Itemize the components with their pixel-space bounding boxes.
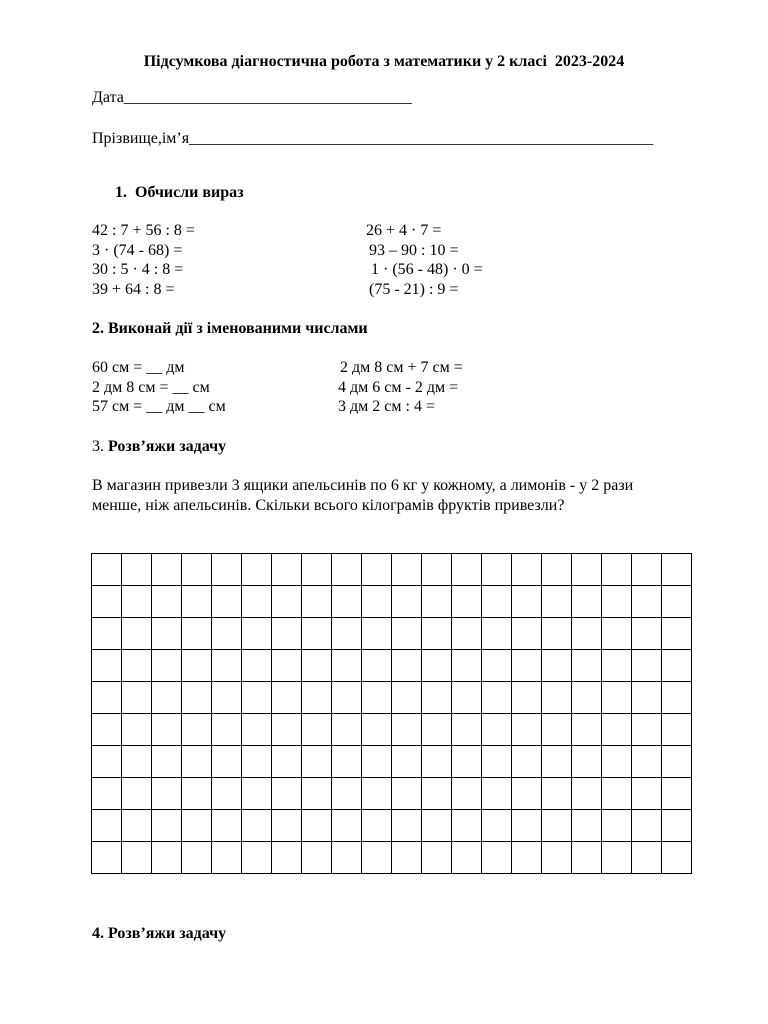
grid-cell[interactable]: [452, 554, 482, 586]
grid-cell[interactable]: [662, 650, 692, 682]
section1-heading: 1. Обчисли вираз: [115, 184, 244, 201]
grid-cell[interactable]: [632, 842, 662, 874]
grid-cell[interactable]: [332, 554, 362, 586]
grid-cell[interactable]: [542, 650, 572, 682]
grid-cell[interactable]: [392, 842, 422, 874]
grid-row: [92, 618, 692, 650]
grid-cell[interactable]: [602, 810, 632, 842]
grid-cell[interactable]: [662, 778, 692, 810]
section3-heading-row: [92, 437, 226, 457]
grid-cell[interactable]: [572, 586, 602, 618]
page-title: Підсумкова діагностична робота з математики у 2 класі 2023-2024: [143, 53, 625, 70]
grid-cell[interactable]: [332, 714, 362, 746]
grid-cell[interactable]: [452, 682, 482, 714]
grid-cell[interactable]: [512, 618, 542, 650]
grid-row: [92, 842, 692, 874]
grid-cell[interactable]: [482, 746, 512, 778]
grid-cell[interactable]: [122, 714, 152, 746]
grid-cell[interactable]: [332, 842, 362, 874]
grid-row: [92, 746, 692, 778]
s1-left-1: 42 : 7 + 56 : 8 =: [92, 222, 195, 239]
s1-left-3: 30 : 5 · 4 : 8 =: [92, 261, 184, 278]
grid-cell[interactable]: [122, 810, 152, 842]
grid-cell[interactable]: [542, 682, 572, 714]
grid-cell[interactable]: [182, 618, 212, 650]
grid-cell[interactable]: [512, 650, 542, 682]
grid-cell[interactable]: [362, 778, 392, 810]
grid-cell[interactable]: [602, 778, 632, 810]
grid-cell[interactable]: [542, 618, 572, 650]
grid-cell[interactable]: [602, 682, 632, 714]
grid-cell[interactable]: [92, 714, 122, 746]
grid-cell[interactable]: [242, 650, 272, 682]
grid-cell[interactable]: [182, 682, 212, 714]
grid-cell[interactable]: [272, 554, 302, 586]
date-blank: ____________________________________: [123, 89, 412, 106]
s2-left-2: 2 дм 8 см = __ см: [92, 379, 210, 396]
grid-cell[interactable]: [632, 586, 662, 618]
grid-cell[interactable]: [242, 714, 272, 746]
grid-cell[interactable]: [422, 810, 452, 842]
grid-cell[interactable]: [362, 842, 392, 874]
grid-cell[interactable]: [662, 746, 692, 778]
grid-cell[interactable]: [542, 778, 572, 810]
grid-cell[interactable]: [602, 618, 632, 650]
grid-cell[interactable]: [512, 586, 542, 618]
grid-cell[interactable]: [332, 618, 362, 650]
grid-cell[interactable]: [362, 554, 392, 586]
grid-row: [92, 810, 692, 842]
grid-cell[interactable]: [302, 618, 332, 650]
section3-heading: Розв’яжи задачу: [108, 438, 227, 455]
grid-cell[interactable]: [182, 746, 212, 778]
grid-cell[interactable]: [302, 586, 332, 618]
grid-row: [92, 682, 692, 714]
grid-cell[interactable]: [452, 650, 482, 682]
grid-cell[interactable]: [632, 778, 662, 810]
grid-cell[interactable]: [92, 746, 122, 778]
grid-cell[interactable]: [392, 618, 422, 650]
grid-cell[interactable]: [632, 714, 662, 746]
grid-cell[interactable]: [212, 810, 242, 842]
grid-cell[interactable]: [482, 714, 512, 746]
section2-heading: 2. Виконай дії з іменованими числами: [92, 320, 368, 337]
name-label: Прізвище,ім’я: [92, 130, 190, 147]
grid-cell[interactable]: [602, 650, 632, 682]
grid-cell[interactable]: [542, 586, 572, 618]
grid-cell[interactable]: [542, 714, 572, 746]
grid-cell[interactable]: [422, 554, 452, 586]
grid-cell[interactable]: [392, 586, 422, 618]
grid-cell[interactable]: [242, 810, 272, 842]
s1-right-4: (75 - 21) : 9 =: [369, 281, 459, 298]
date-label: Дата: [92, 89, 124, 106]
grid-cell[interactable]: [422, 778, 452, 810]
grid-row: [92, 650, 692, 682]
grid-cell[interactable]: [632, 618, 662, 650]
s1-right-1: 26 + 4 · 7 =: [366, 222, 442, 239]
grid-cell[interactable]: [272, 714, 302, 746]
grid-cell[interactable]: [512, 810, 542, 842]
grid-cell[interactable]: [632, 682, 662, 714]
grid-cell[interactable]: [512, 746, 542, 778]
grid-cell[interactable]: [572, 618, 602, 650]
grid-cell[interactable]: [392, 650, 422, 682]
s1-right-3: 1 · (56 - 48) · 0 =: [371, 261, 483, 278]
grid-cell[interactable]: [242, 618, 272, 650]
grid-cell[interactable]: [122, 842, 152, 874]
grid-cell[interactable]: [212, 746, 242, 778]
grid-cell[interactable]: [272, 746, 302, 778]
grid-cell[interactable]: [122, 778, 152, 810]
grid-cell[interactable]: [182, 650, 212, 682]
grid-cell[interactable]: [362, 714, 392, 746]
grid-cell[interactable]: [182, 778, 212, 810]
grid-cell[interactable]: [122, 650, 152, 682]
grid-cell[interactable]: [212, 682, 242, 714]
grid-cell[interactable]: [272, 586, 302, 618]
grid-cell[interactable]: [212, 618, 242, 650]
grid-cell[interactable]: [92, 618, 122, 650]
grid-cell[interactable]: [602, 842, 632, 874]
grid-cell[interactable]: [182, 714, 212, 746]
s1-left-4: 39 + 64 : 8 =: [92, 281, 175, 298]
grid-cell[interactable]: [122, 554, 152, 586]
grid-cell[interactable]: [92, 650, 122, 682]
grid-cell[interactable]: [422, 714, 452, 746]
grid-cell[interactable]: [632, 810, 662, 842]
grid-cell[interactable]: [452, 778, 482, 810]
grid-cell[interactable]: [302, 682, 332, 714]
grid-cell[interactable]: [332, 778, 362, 810]
grid-cell[interactable]: [362, 650, 392, 682]
grid-cell[interactable]: [92, 810, 122, 842]
grid-cell[interactable]: [542, 746, 572, 778]
grid-cell[interactable]: [542, 842, 572, 874]
name-row: [92, 129, 653, 149]
grid-cell[interactable]: [242, 682, 272, 714]
grid-cell[interactable]: [242, 778, 272, 810]
grid-cell[interactable]: [212, 650, 242, 682]
grid-cell[interactable]: [302, 842, 332, 874]
grid-cell[interactable]: [392, 714, 422, 746]
section3-text-2: менше, ніж апельсинів. Скільки всього кілограмів фруктів привезли?: [92, 497, 565, 514]
grid-cell[interactable]: [512, 682, 542, 714]
grid-cell[interactable]: [482, 682, 512, 714]
grid-row: [92, 778, 692, 810]
grid-cell[interactable]: [512, 554, 542, 586]
grid-cell[interactable]: [152, 554, 182, 586]
grid-cell[interactable]: [182, 554, 212, 586]
grid-cell[interactable]: [662, 618, 692, 650]
grid-cell[interactable]: [602, 554, 632, 586]
grid-cell[interactable]: [572, 746, 602, 778]
grid-cell[interactable]: [572, 778, 602, 810]
grid-cell[interactable]: [332, 586, 362, 618]
grid-cell[interactable]: [332, 650, 362, 682]
grid-cell[interactable]: [272, 778, 302, 810]
grid-cell[interactable]: [242, 842, 272, 874]
s2-left-1: 60 см = __ дм: [92, 359, 185, 376]
grid-cell[interactable]: [422, 650, 452, 682]
grid-cell[interactable]: [662, 810, 692, 842]
grid-cell[interactable]: [302, 714, 332, 746]
grid-cell[interactable]: [362, 682, 392, 714]
grid-cell[interactable]: [452, 842, 482, 874]
grid-cell[interactable]: [602, 746, 632, 778]
grid-cell[interactable]: [302, 746, 332, 778]
grid-cell[interactable]: [632, 554, 662, 586]
section3-number: 3.: [92, 438, 104, 455]
grid-cell[interactable]: [392, 554, 422, 586]
grid-cell[interactable]: [152, 842, 182, 874]
grid-cell[interactable]: [242, 554, 272, 586]
grid-cell[interactable]: [392, 778, 422, 810]
grid-cell[interactable]: [452, 586, 482, 618]
grid-cell[interactable]: [392, 682, 422, 714]
grid-cell[interactable]: [332, 746, 362, 778]
grid-cell[interactable]: [152, 810, 182, 842]
grid-cell[interactable]: [182, 842, 212, 874]
grid-cell[interactable]: [662, 842, 692, 874]
grid-cell[interactable]: [152, 618, 182, 650]
grid-cell[interactable]: [632, 650, 662, 682]
grid-cell[interactable]: [662, 682, 692, 714]
grid-cell[interactable]: [482, 778, 512, 810]
grid-cell[interactable]: [272, 682, 302, 714]
grid-cell[interactable]: [212, 842, 242, 874]
grid-cell[interactable]: [332, 682, 362, 714]
grid-cell[interactable]: [272, 842, 302, 874]
section3-text-1: В магазин привезли 3 ящики апельсинів по 6 кг у кожному, а лимонів - у 2 рази: [92, 477, 634, 494]
grid-cell[interactable]: [392, 746, 422, 778]
grid-cell[interactable]: [302, 810, 332, 842]
grid-cell[interactable]: [92, 586, 122, 618]
grid-cell[interactable]: [572, 842, 602, 874]
grid-cell[interactable]: [92, 778, 122, 810]
grid-cell[interactable]: [122, 618, 152, 650]
grid-cell[interactable]: [242, 586, 272, 618]
grid-cell[interactable]: [332, 810, 362, 842]
grid-cell[interactable]: [572, 810, 602, 842]
grid-cell[interactable]: [152, 746, 182, 778]
grid-cell[interactable]: [662, 714, 692, 746]
section4-heading: 4. Розв’яжи задачу: [92, 925, 227, 942]
grid-cell[interactable]: [572, 714, 602, 746]
s1-right-2: 93 – 90 : 10 =: [369, 242, 459, 259]
grid-cell[interactable]: [182, 810, 212, 842]
grid-cell[interactable]: [302, 778, 332, 810]
answer-grid[interactable]: [91, 553, 692, 874]
grid-cell[interactable]: [422, 586, 452, 618]
grid-cell[interactable]: [482, 554, 512, 586]
grid-cell[interactable]: [362, 746, 392, 778]
grid-cell[interactable]: [92, 842, 122, 874]
name-blank: __________________________________________________________: [189, 130, 654, 147]
grid-cell[interactable]: [452, 746, 482, 778]
grid-cell[interactable]: [662, 586, 692, 618]
grid-cell[interactable]: [242, 746, 272, 778]
grid-cell[interactable]: [362, 586, 392, 618]
grid-cell[interactable]: [512, 778, 542, 810]
grid-cell[interactable]: [182, 586, 212, 618]
grid-cell[interactable]: [272, 650, 302, 682]
s2-right-2: 4 дм 6 см - 2 дм =: [338, 379, 459, 396]
grid-row: [92, 714, 692, 746]
grid-cell[interactable]: [572, 650, 602, 682]
grid-cell[interactable]: [212, 586, 242, 618]
grid-cell[interactable]: [482, 810, 512, 842]
grid-cell[interactable]: [482, 586, 512, 618]
grid-cell[interactable]: [422, 746, 452, 778]
s1-left-2: 3 · (74 - 68) =: [92, 242, 183, 259]
grid-cell[interactable]: [572, 682, 602, 714]
date-row: [92, 88, 412, 108]
grid-cell[interactable]: [152, 714, 182, 746]
grid-cell[interactable]: [422, 842, 452, 874]
grid-cell[interactable]: [572, 554, 602, 586]
grid-cell[interactable]: [92, 554, 122, 586]
grid-cell[interactable]: [452, 810, 482, 842]
grid-cell[interactable]: [632, 746, 662, 778]
grid-cell[interactable]: [152, 682, 182, 714]
grid-cell[interactable]: [482, 650, 512, 682]
grid-cell[interactable]: [452, 714, 482, 746]
grid-cell[interactable]: [602, 714, 632, 746]
grid-cell[interactable]: [362, 810, 392, 842]
grid-cell[interactable]: [512, 842, 542, 874]
grid-cell[interactable]: [422, 682, 452, 714]
grid-cell[interactable]: [152, 586, 182, 618]
grid-cell[interactable]: [482, 842, 512, 874]
grid-cell[interactable]: [512, 714, 542, 746]
grid-cell[interactable]: [122, 586, 152, 618]
s2-left-3: 57 см = __ дм __ см: [92, 398, 226, 415]
grid-cell[interactable]: [392, 810, 422, 842]
grid-cell[interactable]: [662, 554, 692, 586]
grid-cell[interactable]: [212, 554, 242, 586]
s2-right-1: 2 дм 8 см + 7 см =: [340, 359, 463, 376]
grid-cell[interactable]: [152, 650, 182, 682]
grid-cell[interactable]: [122, 746, 152, 778]
grid-cell[interactable]: [122, 682, 152, 714]
grid-row: [92, 586, 692, 618]
grid-cell[interactable]: [272, 618, 302, 650]
grid-cell[interactable]: [542, 554, 572, 586]
grid-row: [92, 554, 692, 586]
grid-cell[interactable]: [422, 618, 452, 650]
grid-cell[interactable]: [362, 618, 392, 650]
grid-cell[interactable]: [482, 618, 512, 650]
s2-right-3: 3 дм 2 см : 4 =: [338, 398, 435, 415]
grid-cell[interactable]: [152, 778, 182, 810]
grid-cell[interactable]: [542, 810, 572, 842]
grid-cell[interactable]: [602, 586, 632, 618]
grid-cell[interactable]: [302, 554, 332, 586]
grid-cell[interactable]: [272, 810, 302, 842]
grid-cell[interactable]: [212, 778, 242, 810]
grid-cell[interactable]: [92, 682, 122, 714]
grid-cell[interactable]: [452, 618, 482, 650]
grid-cell[interactable]: [302, 650, 332, 682]
grid-cell[interactable]: [212, 714, 242, 746]
